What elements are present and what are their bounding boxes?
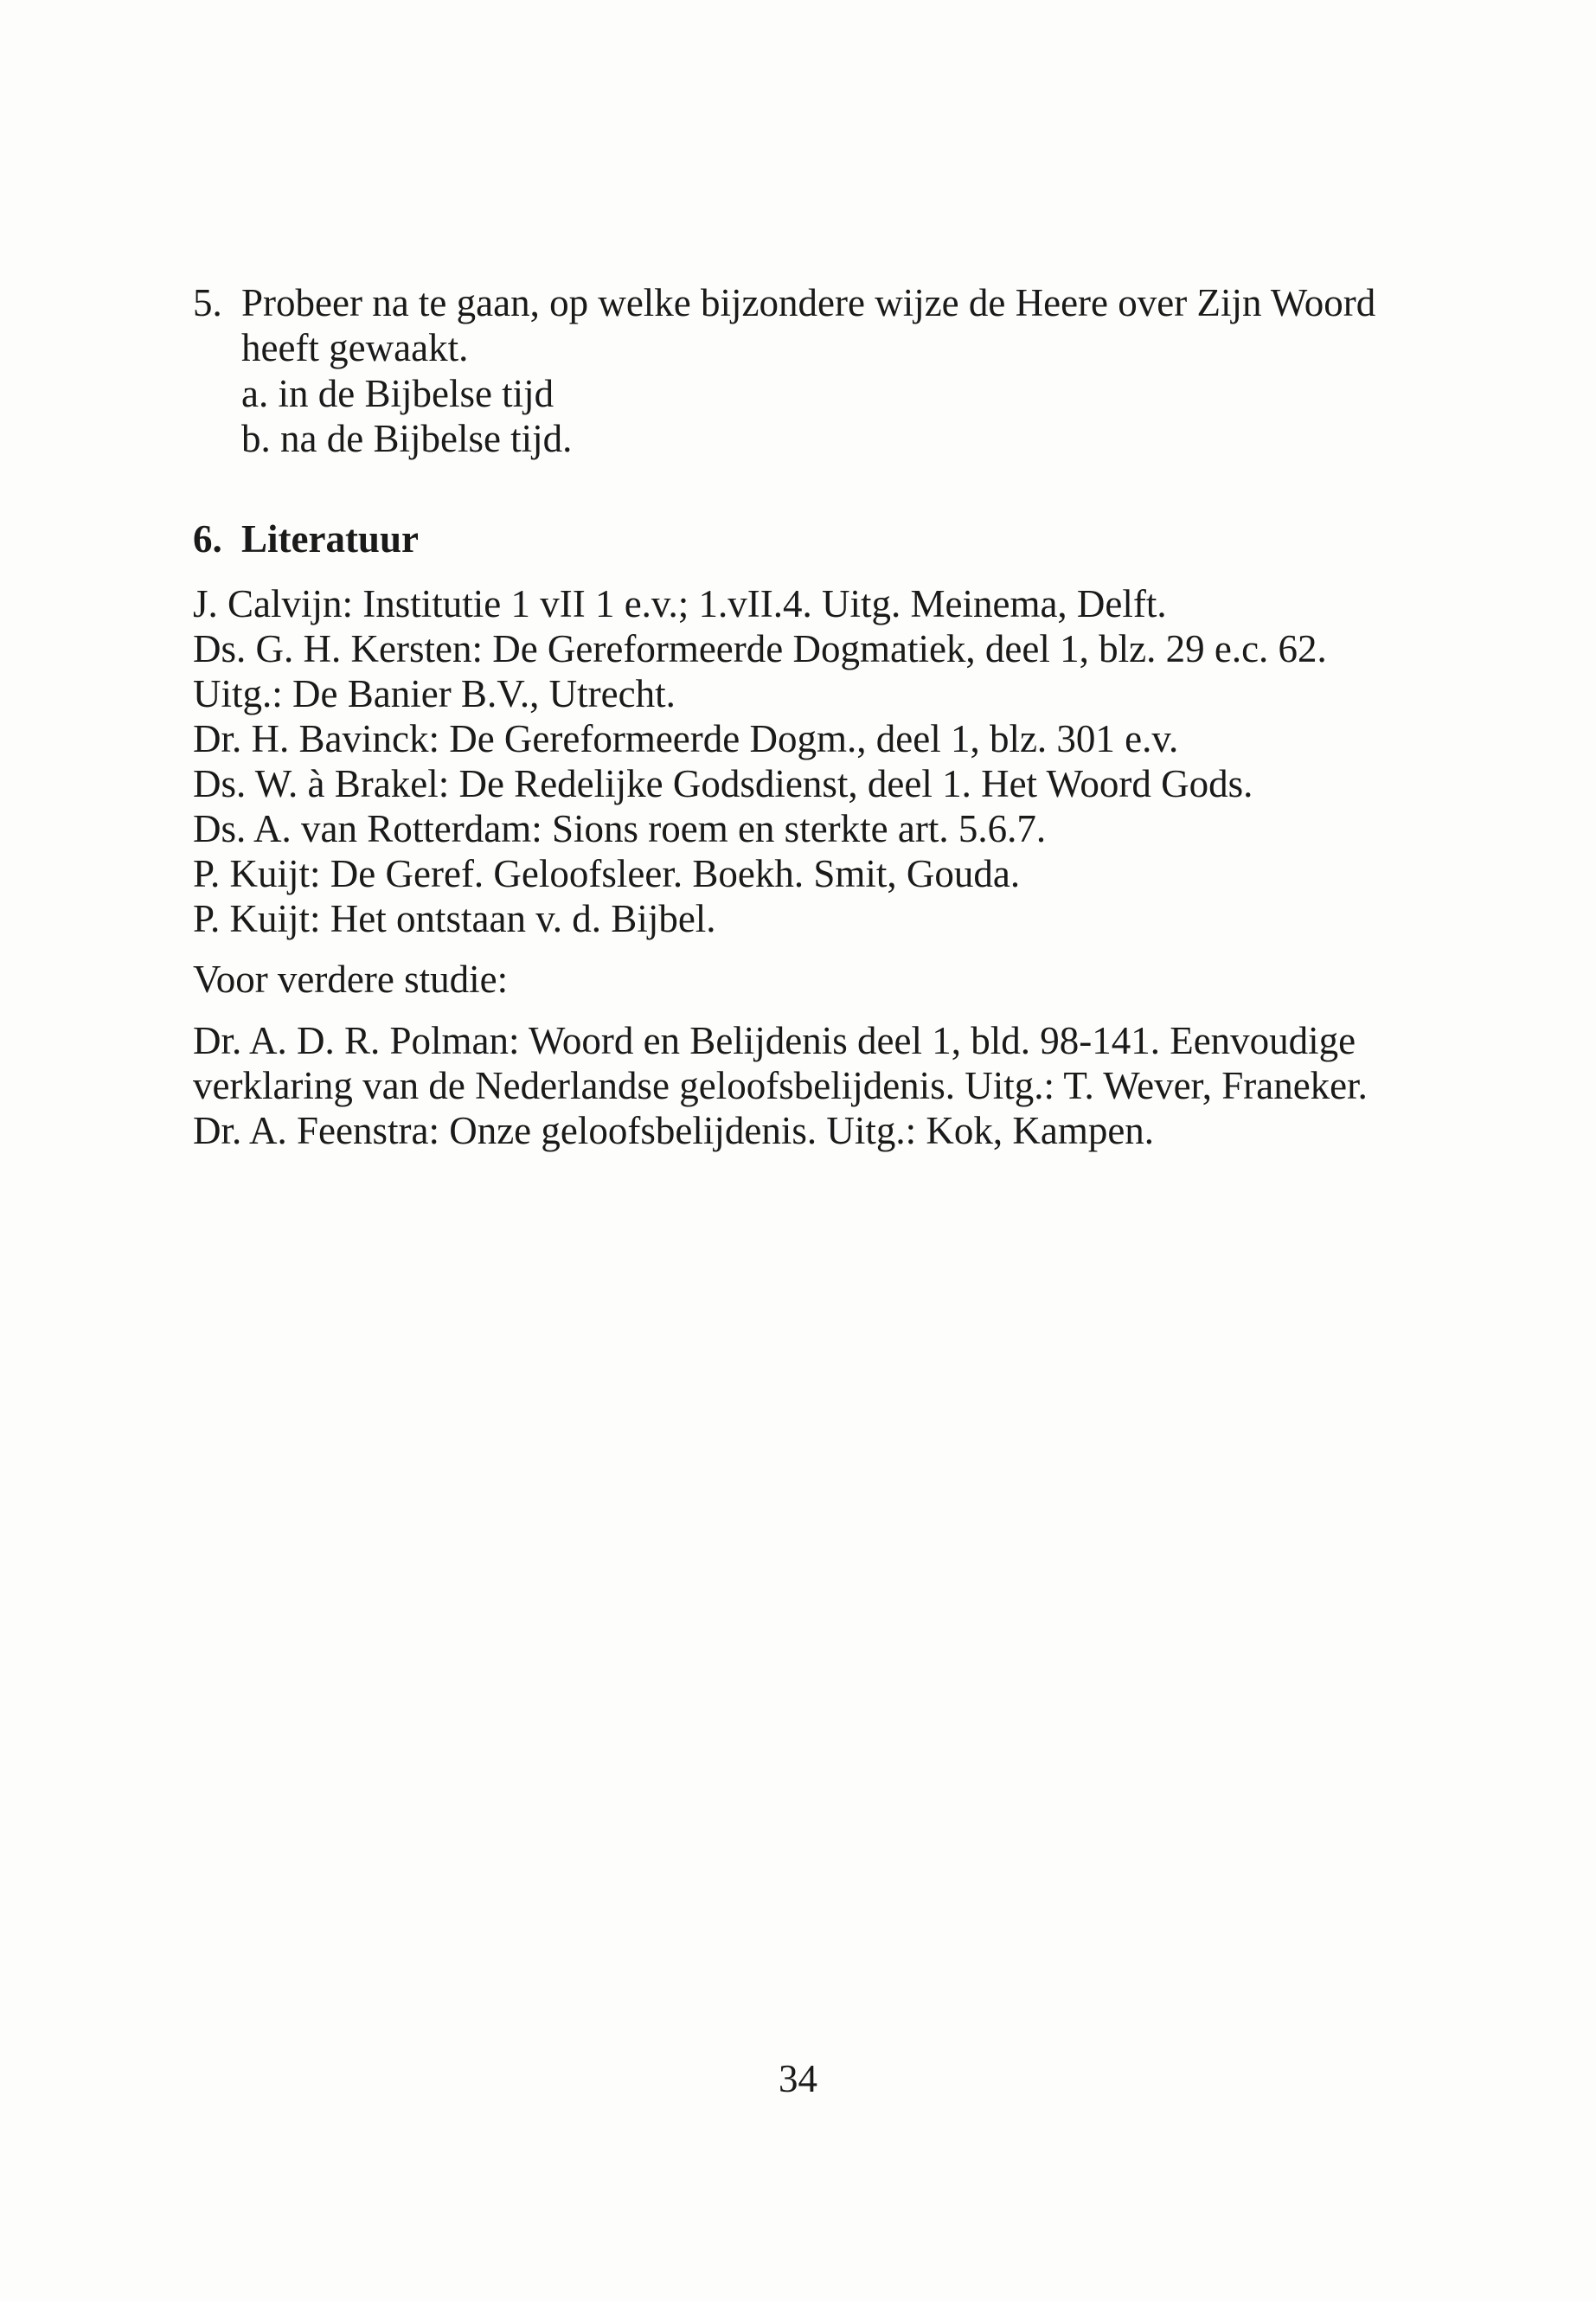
literature-line: J. Calvijn: Institutie 1 vII 1 e.v.; 1.vII.4. Uitg. Meinema, Delft. [193, 582, 1167, 625]
question-5-number: 5. [193, 281, 222, 324]
page-number: 34 [779, 2057, 817, 2100]
further-study-heading: Voor verdere studie: [193, 958, 509, 1001]
question-5-line-2: heeft gewaakt. [241, 326, 469, 369]
literature-line: Ds. A. van Rotterdam: Sions roem en sterkte art. 5.6.7. [193, 807, 1047, 850]
section-6-number: 6. [193, 517, 222, 561]
question-5-line-1 [193, 281, 1375, 324]
literature-line: P. Kuijt: De Geref. Geloofsleer. Boekh. Smit, Gouda. [193, 852, 1021, 895]
question-5-item-a: a. in de Bijbelse tijd [241, 372, 554, 415]
question-5-item-b: b. na de Bijbelse tijd. [241, 417, 573, 460]
literature-line: Ds. W. à Brakel: De Redelijke Godsdienst, deel 1. Het Woord Gods. [193, 762, 1253, 805]
further-study-line: verklaring van de Nederlandse geloofsbelijdenis. Uitg.: T. Wever, Franeker. [193, 1064, 1368, 1107]
further-study-line: Dr. A. Feenstra: Onze geloofsbelijdenis. Uitg.: Kok, Kampen. [193, 1109, 1155, 1152]
literature-line: P. Kuijt: Het ontstaan v. d. Bijbel. [193, 897, 716, 940]
question-5-text: Probeer na te gaan, op welke bijzondere wijze de Heere over Zijn Woord [241, 281, 1376, 324]
section-6-heading [193, 517, 419, 561]
literature-line: Ds. G. H. Kersten: De Gereformeerde Dogmatiek, deel 1, blz. 29 e.c. 62. [193, 627, 1327, 670]
section-6-title: Literatuur [241, 517, 419, 561]
further-study-line: Dr. A. D. R. Polman: Woord en Belijdenis deel 1, bld. 98-141. Eenvoudige [193, 1019, 1356, 1062]
literature-line: Uitg.: De Banier B.V., Utrecht. [193, 672, 676, 715]
literature-line: Dr. H. Bavinck: De Gereformeerde Dogm., deel 1, blz. 301 e.v. [193, 717, 1179, 760]
